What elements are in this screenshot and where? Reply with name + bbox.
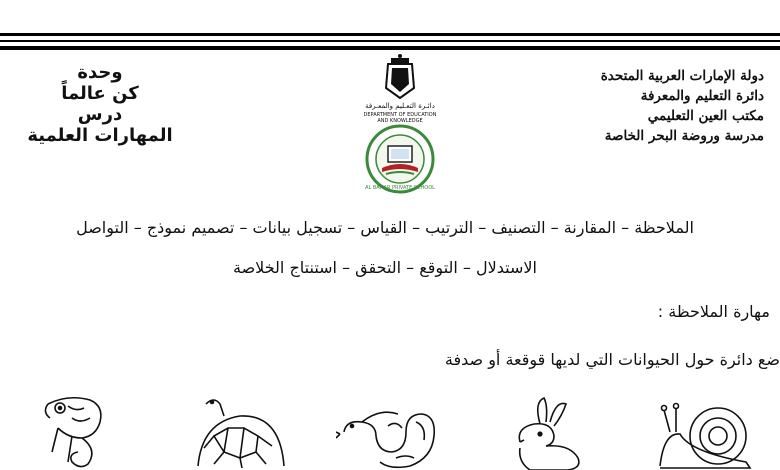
skills-list-line2: الاستدلال – التوقع – التحقق – استنتاج الخلاصة bbox=[233, 258, 537, 277]
tortoise-icon[interactable] bbox=[184, 392, 294, 470]
country-name: دولة الإمارات العربية المتحدة bbox=[600, 68, 764, 84]
dept-arabic: دائـرة التعـليم والمعـرفة bbox=[365, 102, 435, 110]
lesson-label: درس bbox=[77, 104, 123, 125]
header-rule-middle bbox=[0, 40, 780, 42]
skills-list-line1: الملاحظة – المقارنة – التصنيف – الترتيب – القياس – تسجيل بيانات – تصميم نموذج – التواصل bbox=[76, 218, 694, 237]
unit-label: وحدة bbox=[77, 62, 123, 83]
rabbit-icon[interactable] bbox=[500, 392, 590, 470]
snake-icon[interactable] bbox=[336, 392, 446, 470]
chameleon-icon[interactable] bbox=[28, 392, 128, 470]
header-rule-top bbox=[0, 33, 780, 36]
school-badge-text: AL BAHAR PRIVATE SCHOOL bbox=[365, 185, 435, 191]
dept-english bbox=[352, 112, 448, 124]
office-name: مكتب العين التعليمي bbox=[647, 108, 764, 124]
dept-english-line1: DEPARTMENT OF EDUCATION bbox=[363, 112, 437, 118]
lesson-info bbox=[10, 62, 190, 146]
department-name: دائرة التعليم والمعرفة bbox=[640, 88, 764, 104]
school-info bbox=[564, 66, 764, 146]
header-rule-bottom bbox=[0, 46, 780, 50]
lesson-name: المهارات العلمية bbox=[27, 125, 173, 146]
snail-icon[interactable] bbox=[650, 392, 760, 470]
logos bbox=[352, 52, 448, 192]
school-badge-icon bbox=[362, 124, 438, 194]
emblem-icon bbox=[352, 52, 448, 102]
instruction-text: ضع دائرة حول الحيوانات التي لديها قوقعة أو صدفة bbox=[444, 350, 780, 369]
dept-english-line2: AND KNOWLEDGE bbox=[377, 118, 423, 124]
school-name: مدرسة وروضة البحر الخاصة bbox=[604, 128, 764, 144]
skill-title: مهارة الملاحظة : bbox=[657, 302, 770, 321]
unit-name: كن عالماً bbox=[61, 83, 139, 104]
